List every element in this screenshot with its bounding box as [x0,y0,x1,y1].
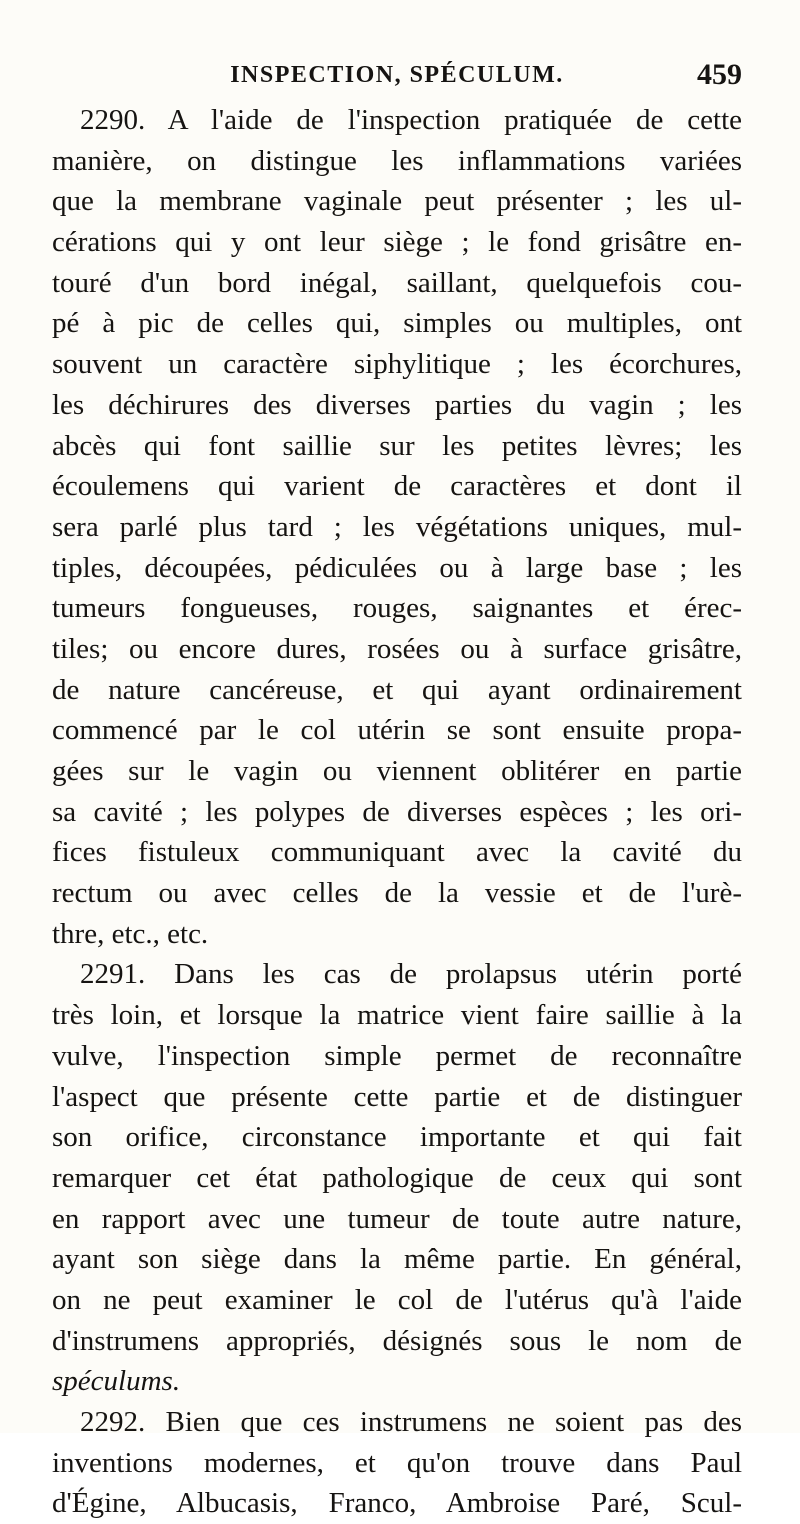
text-line: en rapport avec une tumeur de toute autre nature, [52,1202,742,1235]
text-line: rectum ou avec celles de la vessie et de l'urè- [52,877,742,910]
text-line: tumeurs fongueuses, rouges, saignantes et érec- [52,592,742,625]
text-line: d'Égine, Albucasis, Franco, Ambroise Paré, Scul- [52,1487,742,1520]
text-line: de nature cancéreuse, et qui ayant ordinairement [52,673,742,706]
text-line: on ne peut examiner le col de l'utérus qu'à l'aide [52,1283,742,1316]
text-line: inventions modernes, et qu'on trouve dans Paul [52,1446,742,1479]
text-line: l'aspect que présente cette partie et de distinguer [52,1080,742,1113]
text-line: touré d'un bord inégal, saillant, quelquefois cou- [52,266,742,299]
text-line: tiples, découpées, pédiculées ou à large base ; les [52,551,742,584]
paragraph-2291-line: 2291. Dans les cas de prolapsus utérin porté [80,958,742,991]
text-line: d'instrumens appropriés, désignés sous le nom de [52,1324,742,1357]
page-number: 459 [697,58,742,91]
text-line: souvent un caractère siphylitique ; les écorchures, [52,348,742,381]
text-line: vulve, l'inspection simple permet de reconnaître [52,1039,742,1072]
text-line: cérations qui y ont leur siège ; le fond grisâtre en- [52,226,742,259]
paragraph-2292-line: 2292. Bien que ces instrumens ne soient pas des [80,1406,742,1438]
text-line: les déchirures des diverses parties du vagin ; les [52,388,742,421]
text-line: ayant son siège dans la même partie. En général, [52,1243,742,1276]
body-text [52,100,742,1524]
text-line: son orifice, circonstance importante et qui fait [52,1121,742,1154]
text-line: sa cavité ; les polypes de diverses espèces ; les ori- [52,795,742,828]
text-line: que la membrane vaginale peut présenter ; les ul- [52,185,742,218]
paragraph-2290-line: 2290. A l'aide de l'inspection pratiquée de cette [80,104,742,136]
text-line: fices fistuleux communiquant avec la cavité du [52,836,742,869]
running-title: INSPECTION, SPÉCULUM. [230,62,564,88]
text-line: pé à pic de celles qui, simples ou multiples, ont [52,307,742,340]
text-line: sera parlé plus tard ; les végétations uniques, mul- [52,510,742,543]
text-line: abcès qui font saillie sur les petites lèvres; les [52,429,742,462]
text-line-speculums: spéculums. [52,1365,181,1398]
text-line: écoulemens qui varient de caractères et dont il [52,470,742,503]
text-line: très loin, et lorsque la matrice vient faire saillie à la [52,999,742,1032]
text-line: commencé par le col utérin se sont ensuite propa- [52,714,742,747]
text-line: remarquer cet état pathologique de ceux qui sont [52,1161,742,1194]
text-line: gées sur le vagin ou viennent oblitérer en partie [52,755,742,787]
text-line: tiles; ou encore dures, rosées ou à surface grisâtre, [52,632,742,665]
text-line: thre, etc., etc. [52,917,209,950]
running-head [52,58,742,98]
text-line: manière, on distingue les inflammations variées [52,144,742,177]
